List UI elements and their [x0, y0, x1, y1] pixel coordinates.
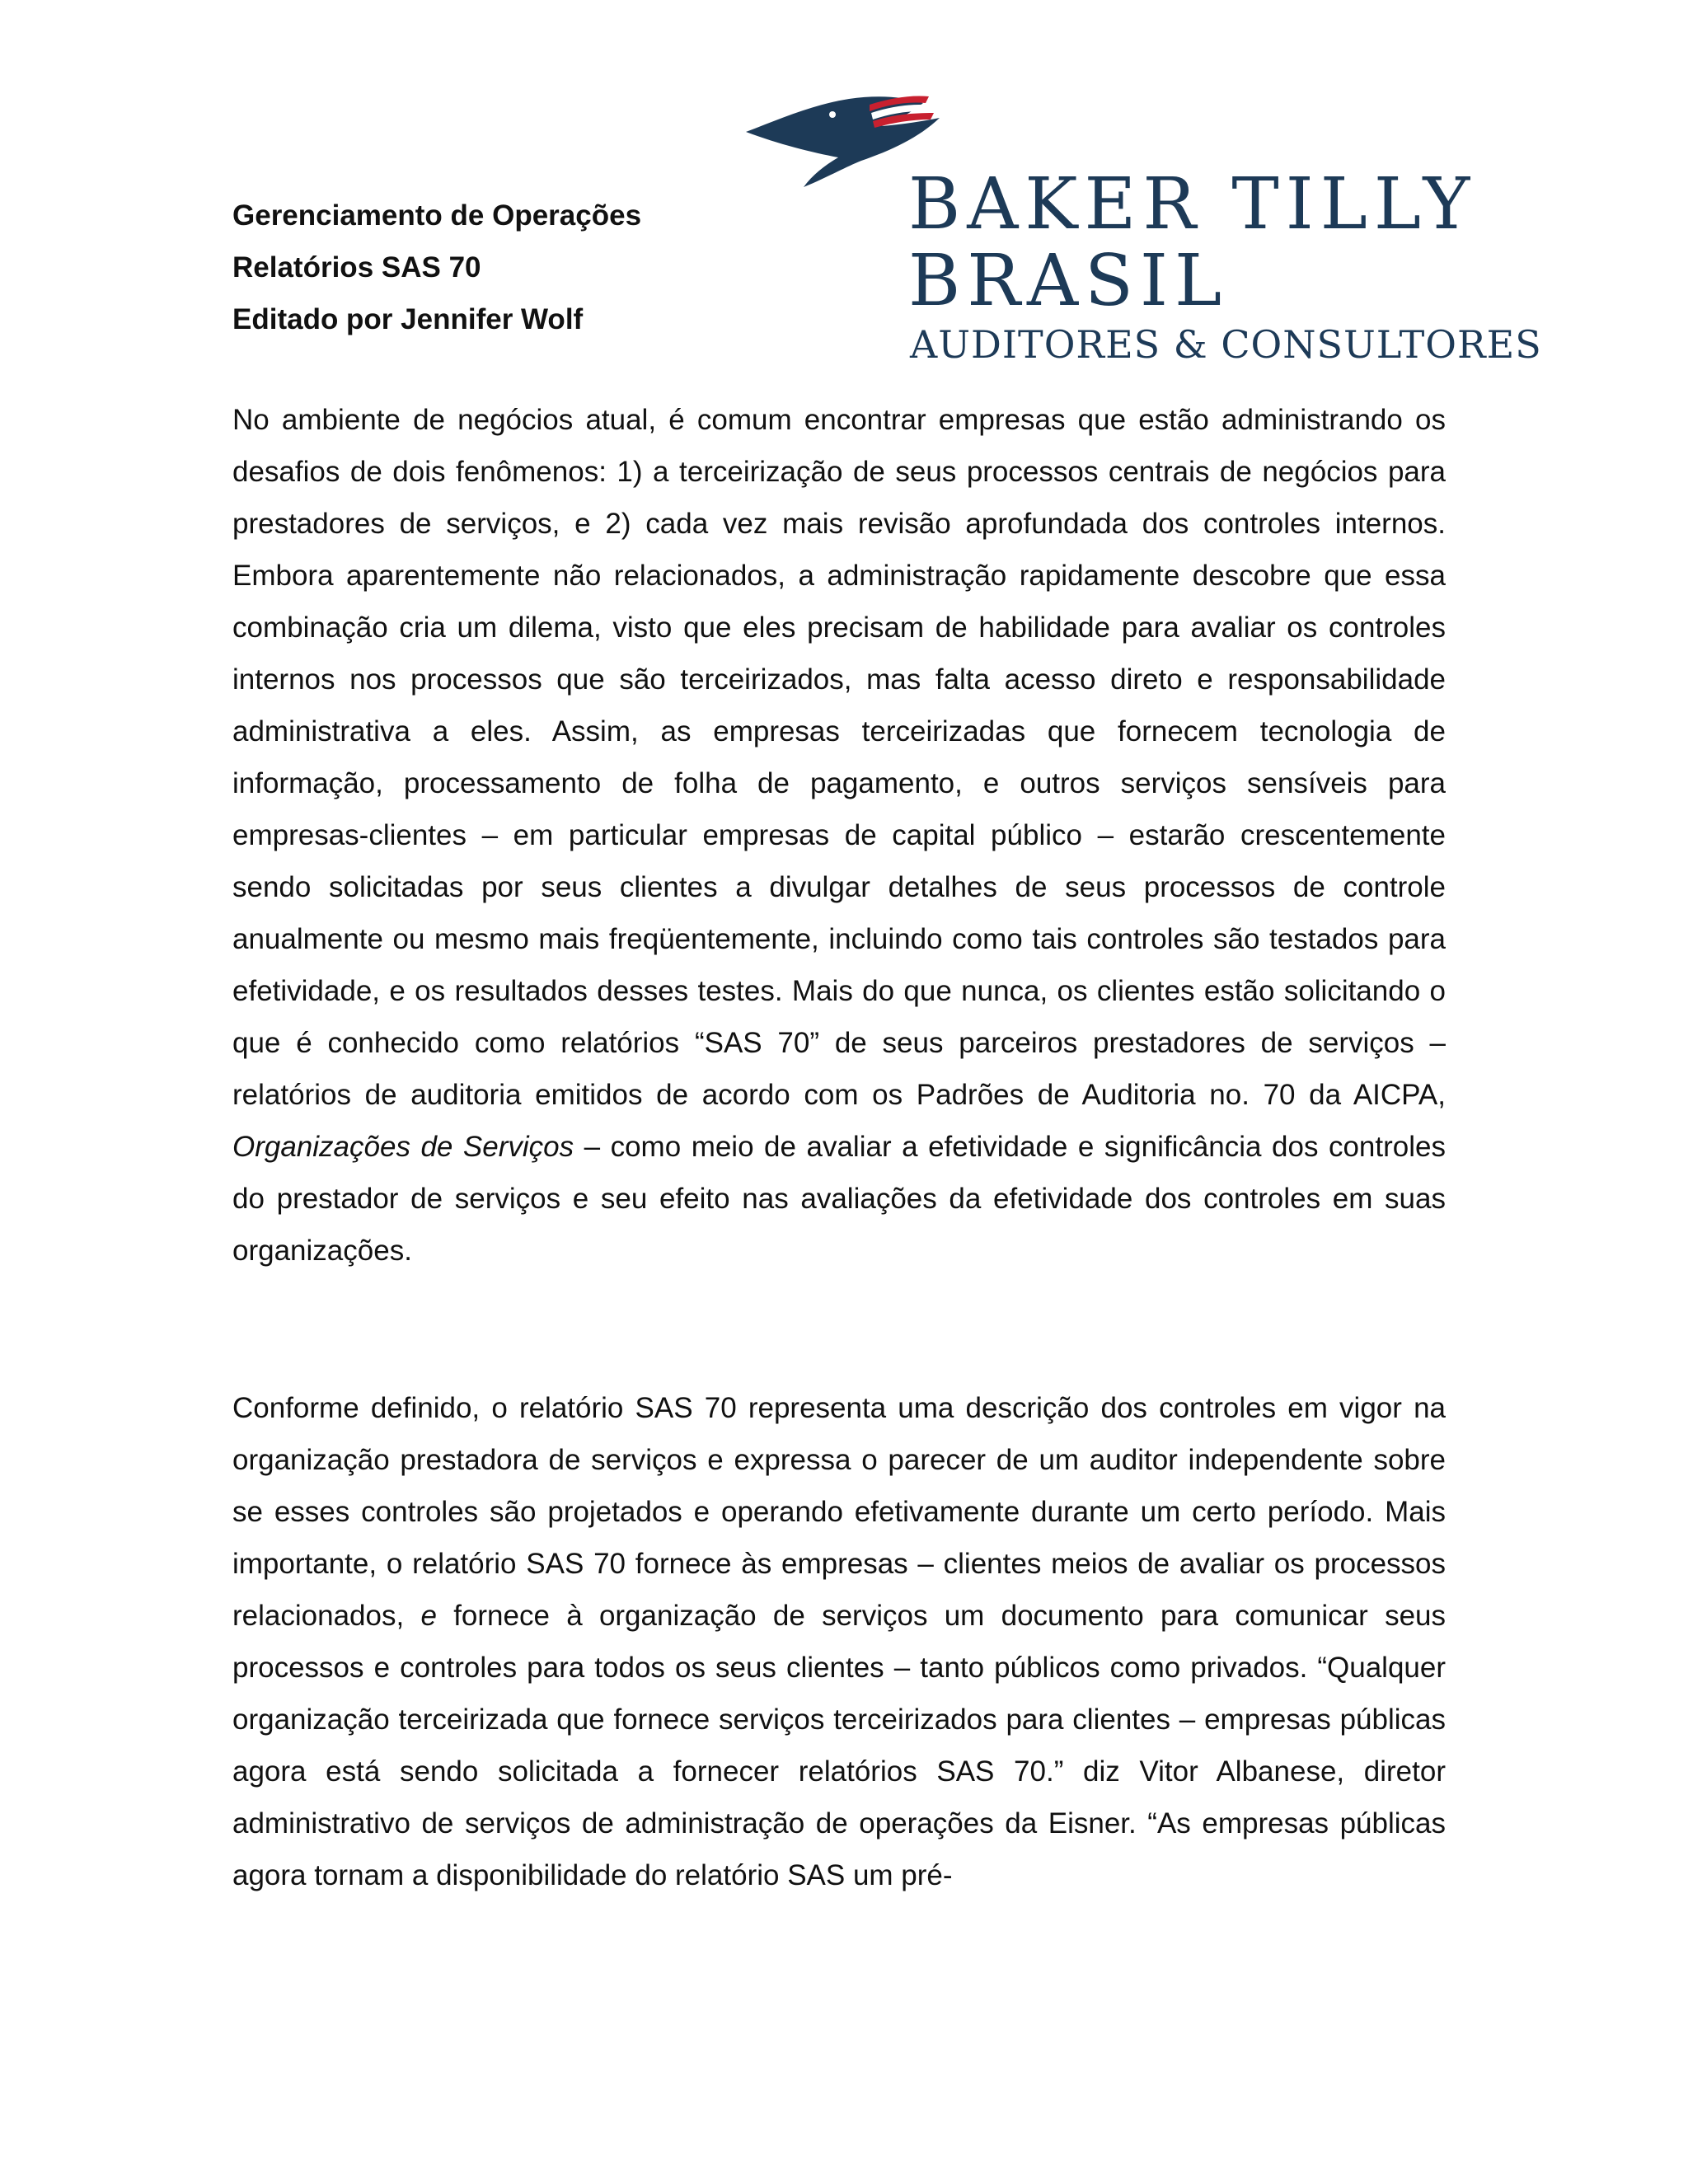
header-subtitle: Relatórios SAS 70: [232, 251, 481, 284]
paragraph-text: No ambiente de negócios atual, é comum encontrar empresas que estão administrando os desafios de dois fenômenos: 1) a terceirização de seus processos centrais de negócios para prestadores de serviços, e 2) cada vez mais revisão aprofundada dos controles internos. Embora aparentemente não relacionados, a administração rapidamente descobre que essa combinação cria um dilema, visto que eles precisam de habilidade para avaliar os controles internos nos processos que são terceirizados, mas falta acesso direto e responsabilidade administrativa a eles. Assim, as empresas terceirizadas que fornecem tecnologia de informação, processamento de folha de pagamento, e outros serviços sensíveis para empresas-clientes – em particular empresas de capital público – estarão crescentemente sendo solicitadas por seus clientes a divulgar detalhes de seus processos de controle anualmente ou mesmo mais freqüentemente, incluindo como tais controles são testados para efetividade, e os resultados desses testes. Mais do que nunca, os clientes estão solicitando o que é conhecido como relatórios “SAS 70” de seus parceiros prestadores de serviços – relatórios de auditoria emitidos de acordo com os Padrões de Auditoria no. 70 da AICPA,: [232, 404, 1446, 1111]
logo-tagline: AUDITORES & CONSULTORES: [910, 322, 1542, 367]
header-title: Gerenciamento de Operações: [232, 199, 642, 232]
body-paragraph-1: [232, 394, 1446, 1277]
baker-tilly-logo: [746, 87, 1542, 371]
document-header: [232, 190, 760, 345]
paragraph-text: – como meio de avaliar a efetividade e significância dos controles do prestador de serviços e seu efeito nas avaliações da efetividade dos controles em suas organizações.: [232, 1131, 1446, 1267]
paragraph-text: Conforme definido, o relatório SAS 70 representa uma descrição dos controles em vigor na organização prestadora de serviços e expressa o parecer de um auditor independente sobre se esses controles são projetados e operando efetivamente durante um certo período. Mais importante, o relatório SAS 70 fornece às empresas – clientes meios de avaliar os processos relacionados,: [232, 1392, 1446, 1632]
paragraph-text: fornece à organização de serviços um documento para comunicar seus processos e controles para todos os seus clientes – tanto públicos como privados. “Qualquer organização terceirizada que fornece serviços terceirizados para clientes – empresas públicas agora está sendo solicitada a fornecer relatórios SAS 70.” diz Vitor Albanese, diretor administrativo de serviços de administração de operações da Eisner. “As empresas públicas agora tornam a disponibilidade do relatório SAS um pré-: [232, 1600, 1446, 1891]
body-paragraph-2: [232, 1382, 1446, 1901]
paragraph-italic-text: Organizações de Serviços: [232, 1131, 574, 1163]
logo-country-line: BRASIL: [908, 240, 1229, 322]
header-editor: Editado por Jennifer Wolf: [232, 303, 584, 335]
paragraph-italic-text: e: [420, 1600, 437, 1632]
logo-brand-line: BAKER TILLY: [908, 163, 1477, 246]
